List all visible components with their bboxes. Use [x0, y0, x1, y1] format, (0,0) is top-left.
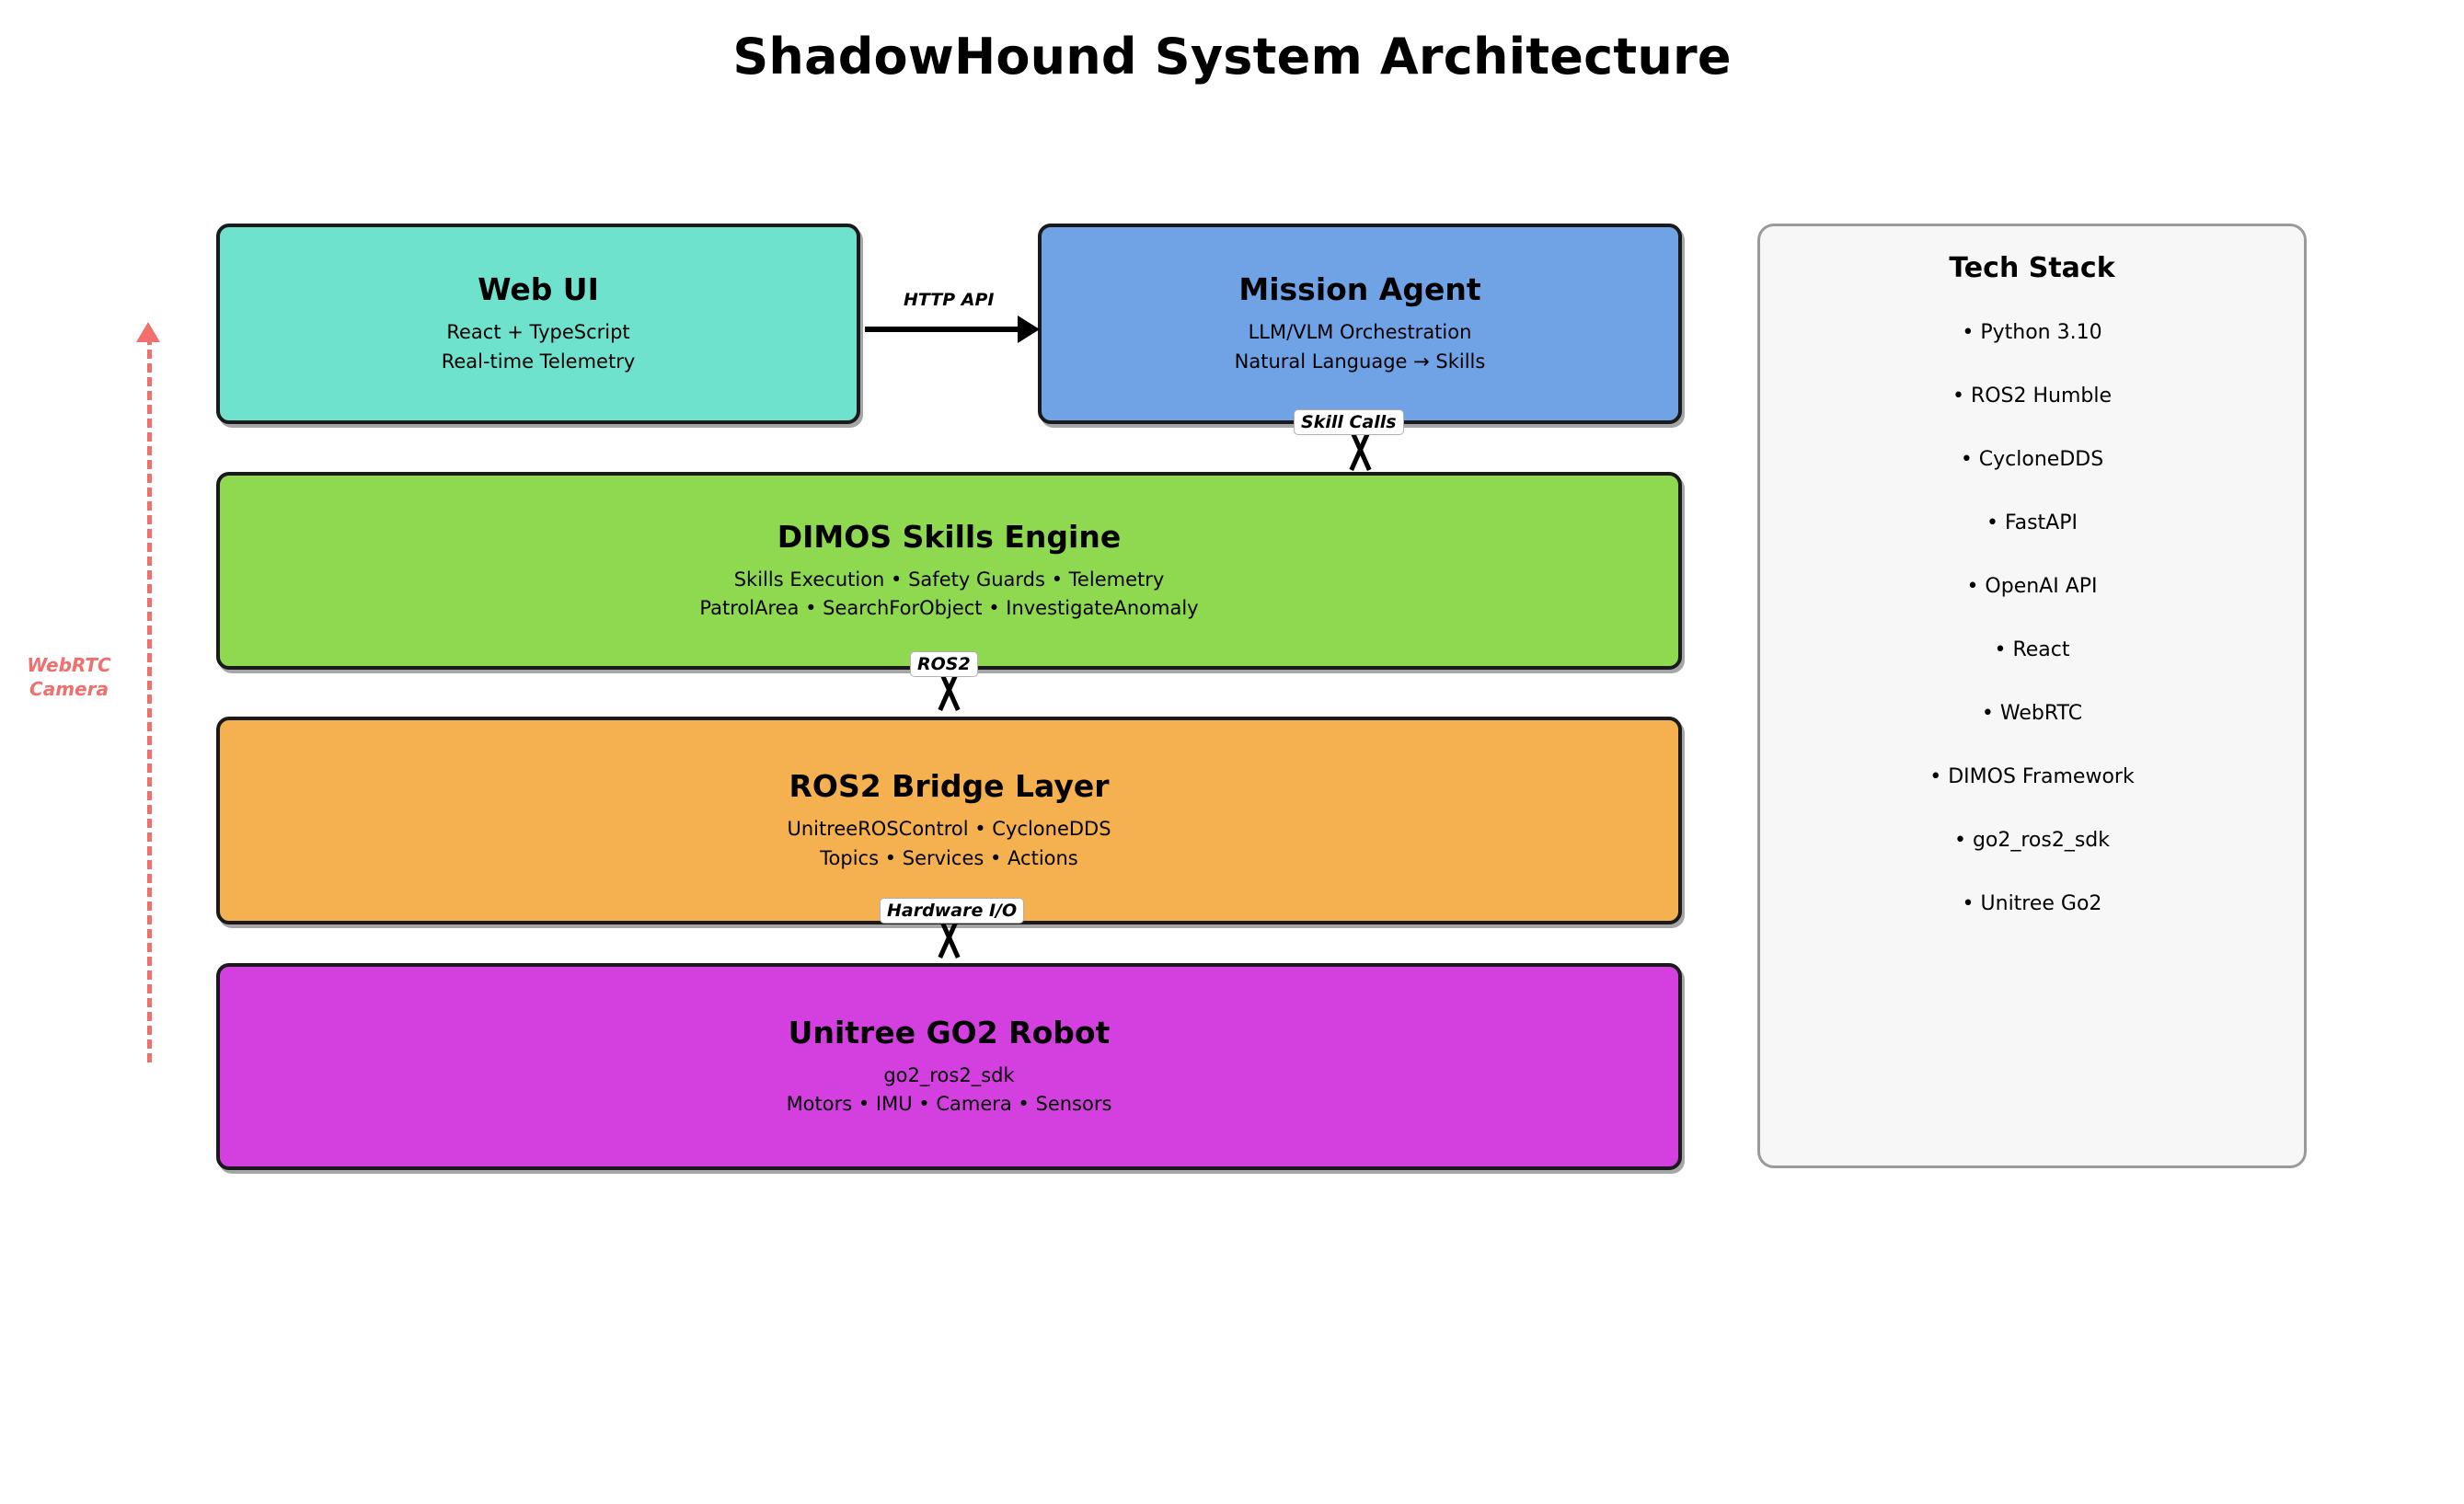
- edge-label-webrtc-camera: WebRTC Camera: [27, 654, 111, 700]
- tech-stack-item: • DIMOS Framework: [1929, 765, 2135, 788]
- node-robot-title: Unitree GO2 Robot: [788, 1014, 1111, 1051]
- node-dimos-skills-engine: [216, 472, 1682, 670]
- arrow-webrtc-camera: [147, 336, 152, 1062]
- node-mission-agent-title: Mission Agent: [1238, 271, 1481, 307]
- arrow-webrtc-camera-head-icon: [136, 322, 160, 342]
- tech-stack-item: • Unitree Go2: [1962, 892, 2102, 915]
- node-ros2-bridge-line2: Topics • Services • Actions: [820, 846, 1078, 869]
- node-ros2-bridge-line1: UnitreeROSControl • CycloneDDS: [787, 818, 1111, 840]
- tech-stack-title: Tech Stack: [1949, 252, 2115, 284]
- edge-label-ros2: ROS2: [910, 651, 978, 677]
- tech-stack-item: • CycloneDDS: [1960, 448, 2104, 471]
- node-web-ui-title: Web UI: [478, 271, 599, 307]
- connector-skill-calls: [1339, 430, 1381, 470]
- node-mission-agent: [1038, 224, 1682, 424]
- tech-stack-item: • ROS2 Humble: [1952, 385, 2113, 408]
- edge-label-skill-calls: Skill Calls: [1294, 409, 1404, 435]
- node-web-ui-line1: React + TypeScript: [446, 321, 630, 343]
- node-web-ui: [216, 224, 860, 424]
- arrow-http-api: [865, 327, 1035, 332]
- arrow-http-api-head-icon: [1018, 316, 1040, 343]
- tech-stack-item: • WebRTC: [1981, 702, 2083, 725]
- node-ros2-bridge-layer: [216, 717, 1682, 924]
- node-robot-line2: Motors • IMU • Camera • Sensors: [786, 1093, 1112, 1115]
- tech-stack-item: • FastAPI: [1986, 511, 2078, 534]
- tech-stack-panel: [1757, 224, 2307, 1168]
- edge-label-http-api: HTTP API: [904, 290, 995, 310]
- page-title: ShadowHound System Architecture: [732, 28, 1732, 86]
- tech-stack-item: • Python 3.10: [1962, 321, 2102, 344]
- tech-stack-item: • OpenAI API: [1966, 575, 2098, 598]
- node-dimos-line2: PatrolArea • SearchForObject • InvestigateAnomaly: [699, 597, 1199, 619]
- node-dimos-title: DIMOS Skills Engine: [777, 518, 1122, 555]
- node-ros2-bridge-title: ROS2 Bridge Layer: [789, 768, 1110, 804]
- node-mission-agent-line1: LLM/VLM Orchestration: [1248, 321, 1472, 343]
- edge-label-hardware-io: Hardware I/O: [880, 898, 1024, 924]
- node-robot-line1: go2_ros2_sdk: [883, 1063, 1015, 1086]
- node-web-ui-line2: Real-time Telemetry: [441, 350, 636, 373]
- tech-stack-item: • React: [1994, 638, 2070, 661]
- tech-stack-item: • go2_ros2_sdk: [1953, 829, 2111, 852]
- node-mission-agent-line2: Natural Language → Skills: [1234, 350, 1486, 373]
- node-dimos-line1: Skills Execution • Safety Guards • Telemetry: [733, 568, 1165, 591]
- node-unitree-go2-robot: [216, 963, 1682, 1170]
